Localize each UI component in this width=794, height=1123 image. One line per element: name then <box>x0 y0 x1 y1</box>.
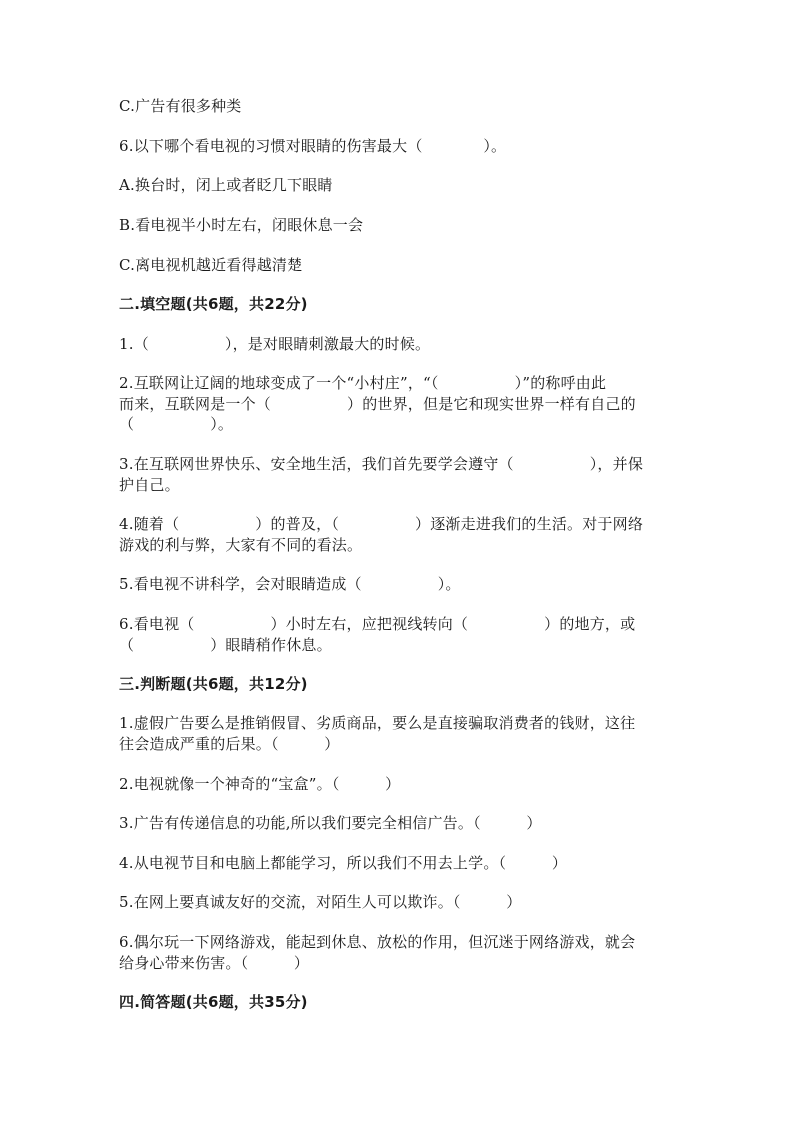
fill-question-1: 1.（ ），是对眼睛刺激最大的时候。 <box>119 335 431 353</box>
option-a: A.换台时，闭上或者眨几下眼睛 <box>119 176 333 194</box>
fill-question-4-line-1: 4.随着（ ）的普及，（ ）逐渐走进我们的生活。对于网络 <box>119 515 644 533</box>
section-heading-fill-blank: 二.填空题(共6题，共22分) <box>119 295 308 313</box>
fill-question-6-line-1: 6.看电视（ ）小时左右，应把视线转向（ ）的地方，或 <box>119 615 636 633</box>
fill-question-2-line-2: 而来，互联网是一个（ ）的世界，但是它和现实世界一样有自己的 <box>119 395 636 413</box>
option-c-ad-types: C.广告有很多种类 <box>119 97 242 115</box>
tf-question-5: 5.在网上要真诚友好的交流，对陌生人可以欺诈。（ ） <box>119 893 522 911</box>
fill-question-5: 5.看电视不讲科学，会对眼睛造成（ ）。 <box>119 575 461 593</box>
tf-question-2: 2.电视就像一个神奇的“宝盒”。（ ） <box>119 775 401 793</box>
fill-question-3-line-1: 3.在互联网世界快乐、安全地生活，我们首先要学会遵守（ ），并保 <box>119 455 644 473</box>
tf-question-1-line-2: 往会造成严重的后果。（ ） <box>119 735 340 753</box>
section-heading-true-false: 三.判断题(共6题，共12分) <box>119 675 308 693</box>
option-b: B.看电视半小时左右，闭眼休息一会 <box>119 216 364 234</box>
question-6-tv-habit: 6.以下哪个看电视的习惯对眼睛的伤害最大（ ）。 <box>119 137 507 155</box>
section-heading-short-answer: 四.简答题(共6题，共35分) <box>119 993 308 1011</box>
tf-question-4: 4.从电视节目和电脑上都能学习，所以我们不用去上学。（ ） <box>119 854 568 872</box>
fill-question-6-line-2: （ ）眼睛稍作休息。 <box>119 636 332 654</box>
fill-question-3-line-2: 护自己。 <box>119 476 180 494</box>
fill-question-2-line-3: （ ）。 <box>119 415 234 433</box>
option-c: C.离电视机越近看得越清楚 <box>119 256 303 274</box>
fill-question-2-line-1: 2.互联网让辽阔的地球变成了一个“小村庄”，“（ ）”的称呼由此 <box>119 374 607 392</box>
tf-question-1-line-1: 1.虚假广告要么是推销假冒、劣质商品，要么是直接骗取消费者的钱财，这往 <box>119 714 636 732</box>
tf-question-6-line-2: 给身心带来伤害。（ ） <box>119 954 310 972</box>
tf-question-6-line-1: 6.偶尔玩一下网络游戏，能起到休息、放松的作用，但沉迷于网络游戏，就会 <box>119 933 636 951</box>
fill-question-4-line-2: 游戏的利与弊，大家有不同的看法。 <box>119 536 363 554</box>
tf-question-3: 3.广告有传递信息的功能,所以我们要完全相信广告。（ ） <box>119 814 542 832</box>
